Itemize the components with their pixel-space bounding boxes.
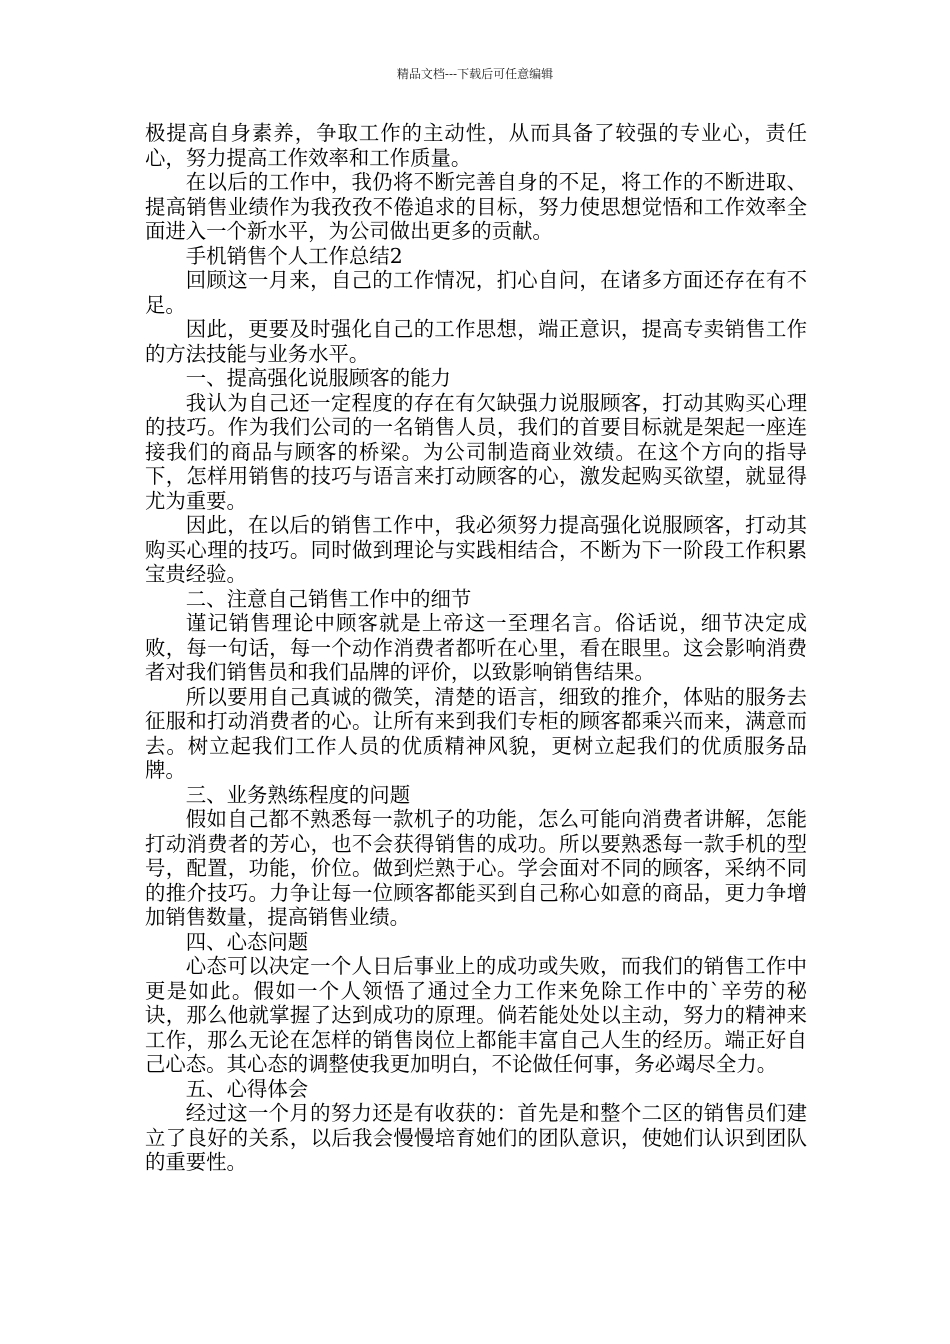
paragraph-14: 四、心态问题 — [185, 929, 309, 954]
paragraph-11: 所以要用自己真诚的微笑，清楚的语言，细致的推介，体贴的服务去征服和打动消费者的心。让所有来到我们专柜的顾客都乘兴而来，满意而去。树立起我们工作人员的优质精神风貌，更树立起我们的优质服务品牌。 — [145, 684, 807, 782]
paragraph-10: 谨记销售理论中顾客就是上帝这一至理名言。俗话说，细节决定成败，每一句话，每一个动作消费者都听在心里，看在眼里。这会影响消费者对我们销售员和我们品牌的评价，以致影响销售结果。 — [145, 611, 807, 684]
paragraph-9: 二、注意自己销售工作中的细节 — [185, 586, 472, 611]
paragraph-5: 因此，更要及时强化自己的工作思想，端正意识，提高专卖销售工作的方法技能与业务水平。 — [145, 317, 807, 366]
paragraph-8: 因此，在以后的销售工作中，我必须努力提高强化说服顾客，打动其购买心理的技巧。同时做到理论与实践相结合，不断为下一阶段工作积累宝贵经验。 — [145, 513, 807, 586]
paragraph-7: 我认为自己还一定程度的存在有欠缺强力说服顾客，打动其购买心理的技巧。作为我们公司的一名销售人员，我们的首要目标就是架起一座连接我们的商品与顾客的桥梁。为公司制造商业效绩。在这个方向的指导下，怎样用销售的技巧与语言来打动顾客的心，激发起购买欲望，就显得尤为重要。 — [145, 390, 807, 513]
paragraph-1: 极提高自身素养，争取工作的主动性，从而具备了较强的专业心，责任心，努力提高工作效率和工作质量。 — [145, 121, 807, 170]
paragraph-12: 三、业务熟练程度的问题 — [185, 782, 411, 807]
document-body — [145, 121, 807, 1175]
paragraph-16: 五、心得体会 — [185, 1076, 309, 1101]
paragraph-4: 回顾这一月来，自己的工作情况，扪心自问，在诸多方面还存在有不足。 — [145, 268, 807, 317]
paragraph-6: 一、提高强化说服顾客的能力 — [185, 366, 451, 390]
paragraph-2: 在以后的工作中，我仍将不断完善自身的不足，将工作的不断进取、提高销售业绩作为我孜孜不倦追求的目标，努力使思想觉悟和工作效率全面进入一个新水平，为公司做出更多的贡献。 — [145, 170, 807, 243]
paragraph-15: 心态可以决定一个人日后事业上的成功或失败，而我们的销售工作中更是如此。假如一个人领悟了通过全力工作来免除工作中的`辛劳的秘诀，那么他就掌握了达到成功的原理。倘若能处处以主动，努力的精神来工作，那么无论在怎样的销售岗位上都能丰富自己人生的经历。端正好自己心态。其心态的调整使我更加明白，不论做任何事，务必竭尽全力。 — [145, 954, 807, 1076]
paragraph-17: 经过这一个月的努力还是有收获的：首先是和整个二区的销售员们建立了良好的关系，以后我会慢慢培育她们的团队意识，使她们认识到团队的重要性。 — [145, 1101, 807, 1174]
paragraph-13: 假如自己都不熟悉每一款机子的功能，怎么可能向消费者讲解，怎能打动消费者的芳心，也不会获得销售的成功。所以要熟悉每一款手机的型号，配置，功能，价位。做到烂熟于心。学会面对不同的顾客，采纳不同的推介技巧。力争让每一位顾客都能买到自己称心如意的商品，更力争增加销售数量，提高销售业绩。 — [145, 807, 807, 929]
page-header: 精品文档---下载后可任意编辑 — [396, 67, 554, 81]
paragraph-3: 手机销售个人工作总结2 — [185, 243, 403, 268]
